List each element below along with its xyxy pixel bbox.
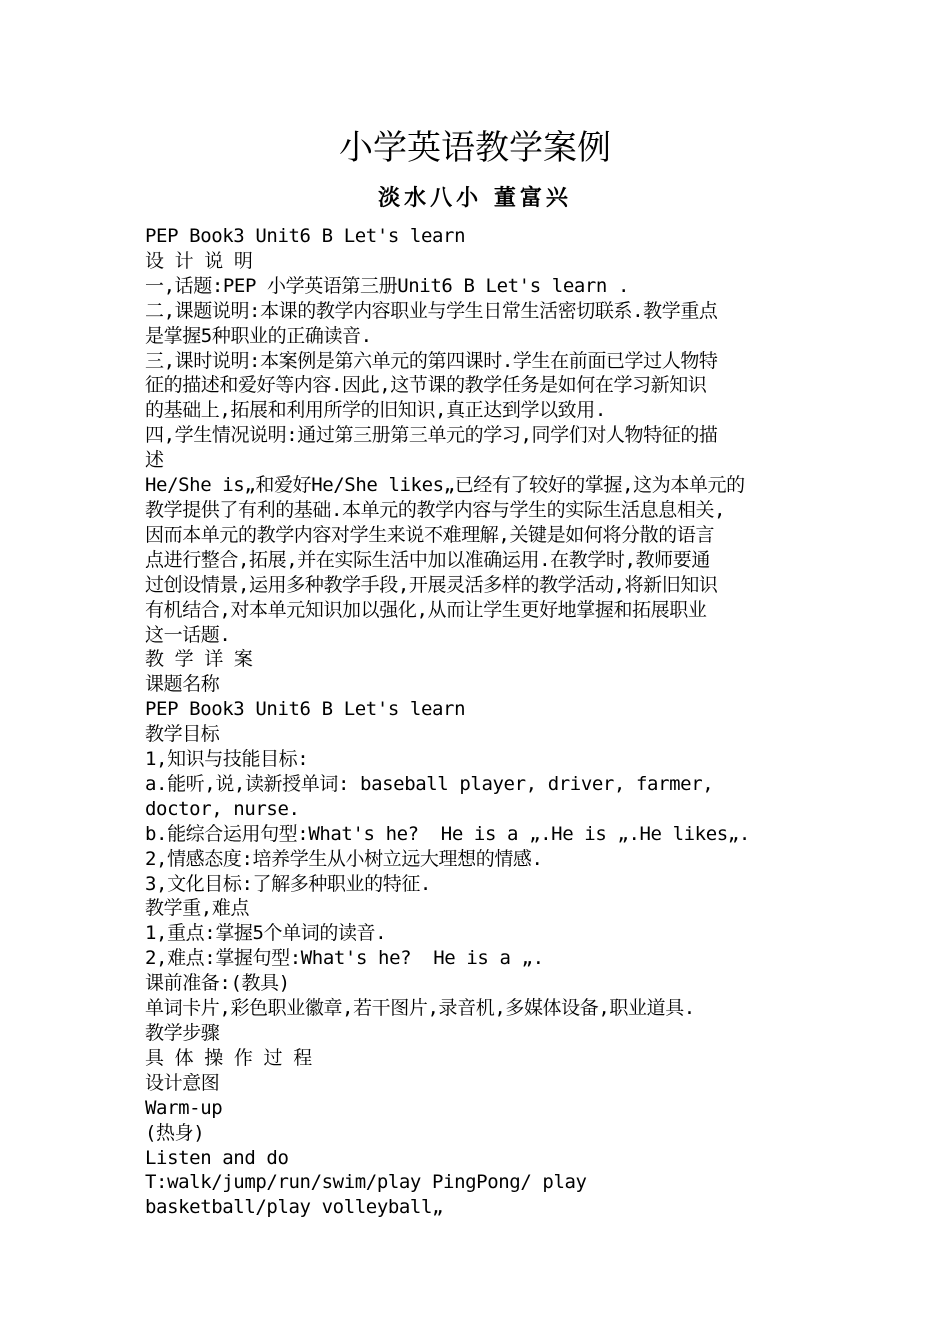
text-line: 三,课时说明:本案例是第六单元的第四课时.学生在前面已学过人物特 [145,349,718,372]
text-line: basketball/play volleyball„ [145,1196,444,1219]
text-line: 教 学 详 案 [145,648,253,671]
text-line: 课题名称 [145,673,220,696]
text-line: 课前准备:(教具) [145,972,290,995]
text-line: 单词卡片,彩色职业徽章,若干图片,录音机,多媒体设备,职业道具. [145,997,695,1020]
text-line: 有机结合,对本单元知识加以强化,从而让学生更好地掌握和拓展职业 [145,598,707,621]
text-line: PEP Book3 Unit6 B Let's learn [145,698,466,721]
text-line: Warm-up [145,1096,223,1119]
text-line: 具 体 操 作 过 程 [145,1046,312,1069]
document-body [145,224,810,1220]
document-author: 淡水八小 董富兴 [378,186,572,211]
text-line: 述 [145,449,164,472]
text-line: 二,课题说明:本课的教学内容职业与学生日常生活密切联系.教学重点 [145,299,718,322]
text-line: 1,知识与技能目标: [145,748,309,771]
text-line: 设 计 说 明 [145,249,253,272]
text-line: 1,重点:掌握5个单词的读音. [145,922,387,945]
text-line: 2,难点:掌握句型:What's he? He is a „. [145,947,544,970]
text-line: 征的描述和爱好等内容.因此,这节课的教学任务是如何在学习新知识 [145,374,707,397]
text-line: He/She is„和爱好He/She likes„已经有了较好的掌握,这为本单元的 [145,474,745,497]
text-line: 因而本单元的教学内容对学生来说不难理解,关键是如何将分散的语言 [145,523,715,546]
text-line: 2,情感态度:培养学生从小树立远大理想的情感. [145,847,543,870]
text-line: 的基础上,拓展和利用所学的旧知识,真正达到学以致用. [145,399,606,422]
text-line: 设计意图 [145,1071,220,1094]
document-title: 小学英语教学案例 [339,128,611,168]
text-line: a.能听,说,读新授单词: baseball player, driver, farmer, [145,772,714,795]
text-line: 一,话题:PEP 小学英语第三册Unit6 B Let's learn . [145,274,630,297]
text-line: Listen and do [145,1146,289,1169]
text-line: 过创设情景,运用多种教学手段,开展灵活多样的教学活动,将新旧知识 [145,573,718,596]
text-line: PEP Book3 Unit6 B Let's learn [145,225,466,247]
text-line: 点进行整合,拓展,并在实际生活中加以准确运用.在教学时,教师要通 [145,548,710,571]
text-line: (热身) [145,1121,205,1144]
text-line: doctor, nurse. [145,797,300,820]
text-line: 教学目标 [145,723,220,746]
text-line: b.能综合运用句型:What's he? He is a „.He is „.He likes„. [145,822,750,845]
text-line: 3,文化目标:了解多种职业的特征. [145,872,431,895]
text-line: T:walk/jump/run/swim/play PingPong/ play [145,1171,587,1194]
text-line: 四,学生情况说明:通过第三册第三单元的学习,同学们对人物特征的描 [145,424,718,447]
text-line: 教学重,难点 [145,897,250,920]
text-line: 教学步骤 [145,1022,220,1044]
text-line: 这一话题. [145,623,231,646]
text-line: 教学提供了有利的基础.本单元的教学内容与学生的实际生活息息相关, [145,498,726,521]
text-line: 是掌握5种职业的正确读音. [145,324,372,347]
